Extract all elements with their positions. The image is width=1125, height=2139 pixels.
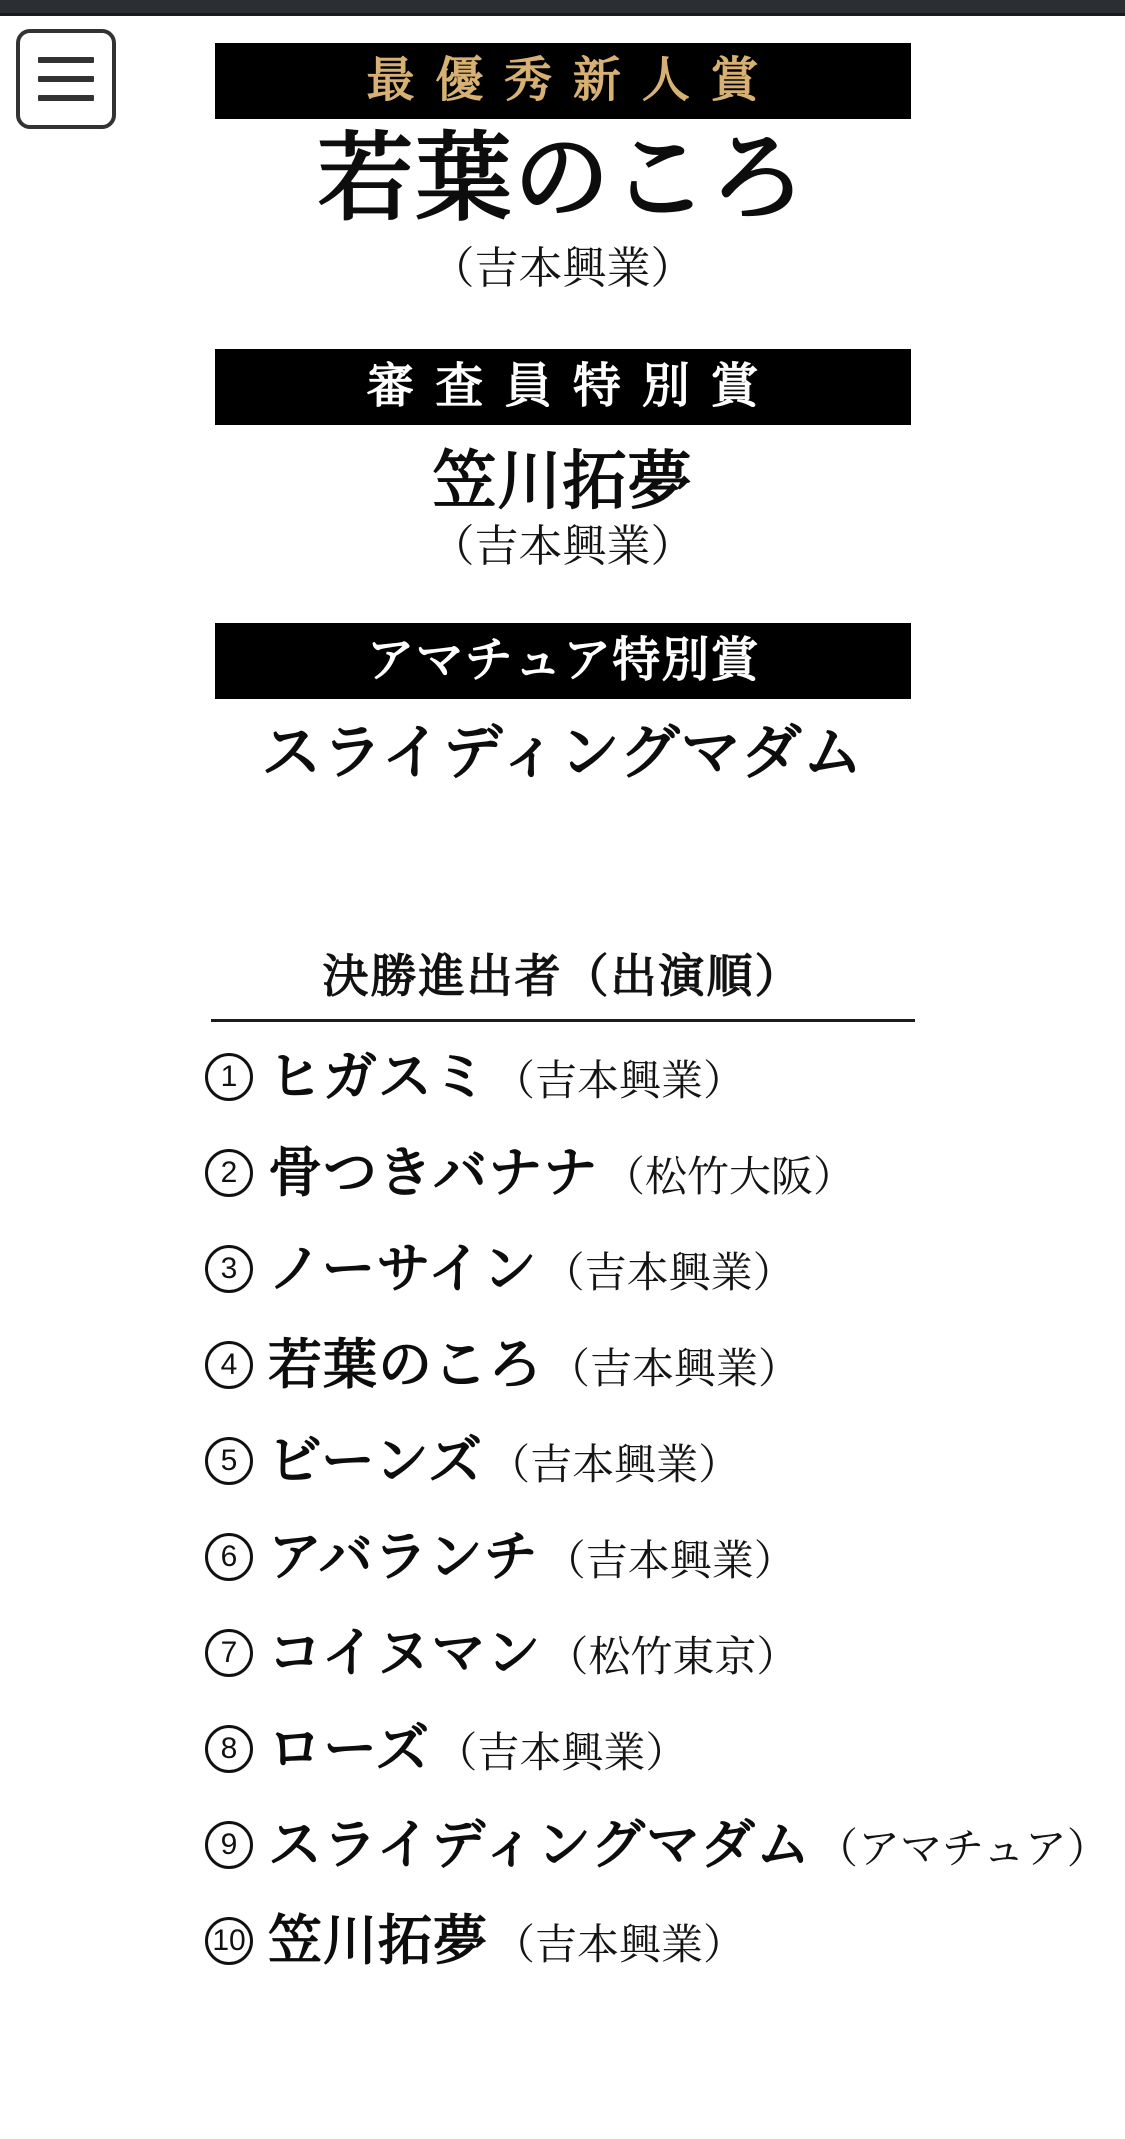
finalist-number-badge: 3 bbox=[205, 1245, 253, 1293]
finalist-row bbox=[205, 1816, 1125, 1874]
finalist-number-badge: 8 bbox=[205, 1725, 253, 1773]
finalist-name: スライディングマダム bbox=[268, 1815, 811, 1875]
finalist-affiliation: （吉本興業） bbox=[542, 1249, 795, 1296]
award-label: 最 優 秀 新 人 賞 bbox=[366, 54, 759, 107]
award-label: 審 査 員 特 別 賞 bbox=[366, 360, 759, 413]
finalist-row bbox=[205, 1336, 1125, 1394]
finalist-row bbox=[205, 1240, 1125, 1298]
finalist-name: 笠川拓夢 bbox=[268, 1911, 488, 1971]
finalist-row bbox=[205, 1048, 1125, 1106]
finalist-row bbox=[205, 1720, 1125, 1778]
finalist-name: アバランチ bbox=[268, 1527, 539, 1587]
finalist-affiliation: （吉本興業） bbox=[435, 1729, 688, 1776]
finalist-number-badge: 6 bbox=[205, 1533, 253, 1581]
finalist-name: ヒガスミ bbox=[268, 1047, 488, 1107]
award-winner-name: 笠川拓夢 bbox=[432, 445, 693, 517]
finalist-row bbox=[205, 1144, 1125, 1202]
award-winner-name: スライディングマダム bbox=[261, 719, 864, 786]
results-content bbox=[0, 43, 1125, 1970]
finalist-name: コイヌマン bbox=[268, 1623, 542, 1683]
finalist-number-badge: 5 bbox=[205, 1437, 253, 1485]
finalist-number-badge: 7 bbox=[205, 1629, 253, 1677]
finalists-heading: 決勝進出者（出演順） bbox=[322, 950, 803, 1002]
finalist-number-badge: 2 bbox=[205, 1149, 253, 1197]
finalist-row bbox=[205, 1432, 1125, 1490]
award-banner-best-newcomer bbox=[215, 43, 911, 119]
finalist-affiliation: （吉本興業） bbox=[488, 1441, 741, 1488]
award-label: ア マ チ ュ ア 特 別 賞 bbox=[366, 634, 759, 687]
finalist-affiliation: （吉本興業） bbox=[493, 1921, 746, 1968]
award-banner-judges-special bbox=[215, 349, 911, 425]
finalists-list bbox=[0, 1048, 1125, 1970]
finalist-affiliation: （吉本興業） bbox=[493, 1057, 746, 1104]
finalist-affiliation: （吉本興業） bbox=[548, 1345, 801, 1392]
status-bar bbox=[0, 0, 1125, 16]
finalist-affiliation: （アマチュア） bbox=[815, 1825, 1109, 1872]
finalist-number-badge: 9 bbox=[205, 1821, 253, 1869]
finalist-name: 骨つきバナナ bbox=[268, 1143, 598, 1203]
finalist-number-badge: 1 bbox=[205, 1053, 253, 1101]
finalist-number-badge: 10 bbox=[205, 1917, 253, 1965]
finalist-affiliation: （松竹大阪） bbox=[603, 1153, 856, 1200]
finalist-name: 若葉のころ bbox=[268, 1335, 543, 1395]
finalist-affiliation: （松竹東京） bbox=[546, 1633, 799, 1680]
award-winner-affiliation: （吉本興業） bbox=[430, 522, 695, 571]
finalist-number-badge: 4 bbox=[205, 1341, 253, 1389]
award-banner-amateur-special bbox=[215, 623, 911, 699]
finalist-name: ローズ bbox=[268, 1719, 431, 1779]
finalist-row bbox=[205, 1624, 1125, 1682]
award-winner-name: 若葉のころ bbox=[317, 125, 808, 232]
heading-underline bbox=[211, 1019, 915, 1022]
finalist-name: ビーンズ bbox=[268, 1431, 484, 1491]
award-winner-affiliation: （吉本興業） bbox=[430, 244, 695, 293]
finalist-row bbox=[205, 1912, 1125, 1970]
finalist-affiliation: （吉本興業） bbox=[543, 1537, 796, 1584]
finalist-name: ノーサイン bbox=[268, 1239, 538, 1299]
finalist-row bbox=[205, 1528, 1125, 1586]
